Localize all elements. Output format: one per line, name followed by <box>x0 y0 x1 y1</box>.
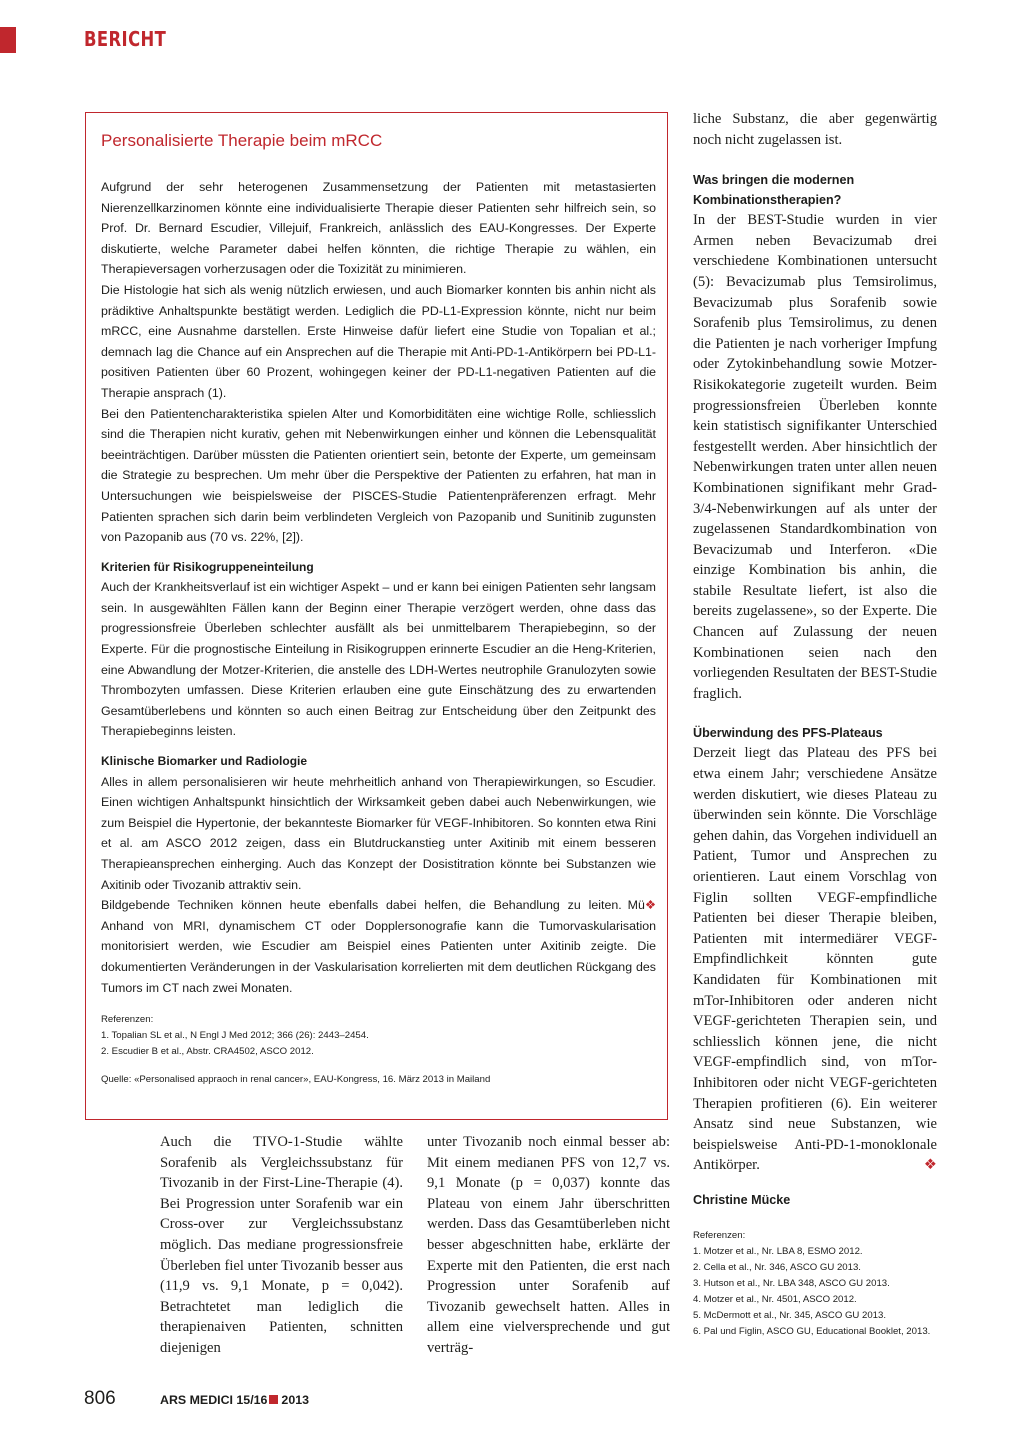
refs-label: Referenzen: <box>693 1230 746 1241</box>
body-text: Auch die TIVO-1-Studie wählte Sorafenib als Vergleichssubstanz für Tivozanib in der First-Line-Therapie (4). Bei Progression unter Sorafenib war ein Cross-over zur Vergleichssubstanz möglich. Das mediane progressionsfreie Überleben fiel unter Tivozanib besser aus (11,9 vs. 9,1 Monate, p = 0,042). Betrachtetet man lediglich die therapienaiven Patienten, schnitten diejenigen <box>160 1134 403 1356</box>
body-text: Derzeit liegt das Plateau des PFS bei etwa einem Jahr; verschiedene Ansätze werden diskutiert, wie dieses Plateau zu überwinden sein könnte. Die Vorschläge gehen dahin, das Vorgehen individuell an Patient, Tumor und Ansprechen zu orientieren. Laut einem Vorschlag von Figlin sollten VEGF-empfindliche Patienten bei dieser Therapie bleiben, Patienten mit intermediärer VEGF-Empfindlichkeit könnten gute Kandidaten für Kombinationen mit mTor-Inhibitoren oder anderen nicht VEGF-gerichteten Therapien sein, und schliesslich können jene, die nicht VEGF-empfindlich sind, von mTor-Inhibitoren oder nicht VEGF-gerichteten Therapien profitieren (6). Ein weiterer Ansatz sind neue Substanzen, wie beispielsweise Anti-PD-1-monoklonale Antikörper. ❖ <box>693 743 937 1175</box>
section-heading: Was bringen die modernen Kombinationstherapien? <box>693 173 855 208</box>
journal-footer: ARS MEDICI 15/16 2013 <box>160 1393 309 1407</box>
reference-item: 2. Escudier B et al., Abstr. CRA4502, ASCO 2012. <box>101 1046 314 1057</box>
box-paragraph: Die Histologie hat sich als wenig nützlich erwiesen, und auch Biomarker konnten bis anhin nicht als prädiktive Anhaltspunkte bestätigt werden. Lediglich die PD-L1-Expression könnte, nicht nur beim mRCC, eine Ausnahme darstellen. Erste Hinweise dafür liefert eine Studie von Topalian et al.; demnach lag die Chance auf ein Ansprechen auf die Therapie mit Anti-PD-1-Antikörpern bei PD-L1-positiven Patienten über 60 Prozent, wohingegen keiner der PD-L1-negativen Patienten auf die Therapie ansprach (1). <box>101 282 656 400</box>
box-paragraph: Alles in allem personalisieren wir heute mehrheitlich anhand von Therapiewirkungen, so Escudier. Einen wichtigen Anhaltspunkt hinsichtlich der Wirksamkeit geben dabei auch Nebenwirkungen, wie zum Beispiel die Hypertonie, der bekannteste Biomarker für VEGF-Inhibitoren. So konnten etwa Rini et al. am ASCO 2012 zeigen, dass ein Blutdruckanstieg unter Axitinib mit einem besseren Therapieansprechen einherging. Auch das Konzept der Dosistitration könnte bei Substanzen wie Axitinib oder Tivozanib attraktiv sein. <box>101 774 656 892</box>
page-number: 806 <box>84 1388 116 1409</box>
box-references <box>101 1012 656 1088</box>
body-text: unter Tivozanib noch einmal besser ab: Mit einem medianen PFS von 12,7 vs. 9,1 Monate (p = 0,037) konnte das Plateau von einem Jahr überschritten werden. Dass das Gesamtüberleben nicht besser abgeschnitten habe, erklärte der Experte mit den Patienten, die erst nach Progression unter Sorafenib auf Tivozanib gewechselt hatten. Alles in allem eine vielversprechende und gut verträg- <box>427 1134 670 1356</box>
reference-item: 5. McDermott et al., Nr. 345, ASCO GU 2013. <box>693 1310 887 1321</box>
body-column-2 <box>427 1132 670 1359</box>
square-separator-icon <box>269 1395 278 1404</box>
section-heading: Überwindung des PFS-Plateaus <box>693 726 883 741</box>
body-column-3 <box>693 109 937 1211</box>
reference-item: 1. Topalian SL et al., N Engl J Med 2012; 366 (26): 2443–2454. <box>101 1030 369 1041</box>
refs-label: Referenzen: <box>101 1014 154 1025</box>
reference-item: 4. Motzer et al., Nr. 4501, ASCO 2012. <box>693 1294 857 1305</box>
box-subheading: Klinische Biomarker und Radiologie <box>101 754 308 769</box>
box-paragraph-last: Mü❖ Bildgebende Techniken können heute ebenfalls dabei helfen, die Behandlung zu leiten. Anhand von MRI, dynamischem CT oder Dopplersonografie kann die Tumorvaskularisation monitorisiert werden, wie Escudier am Beispiel eines Patienten unter Axitinib zeigte. Die dokumentierten Veränderungen in der Vaskularisation korrelierten mit dem deutlichen Rückgang des Tumors im CT nach zwei Monaten. <box>101 895 656 998</box>
reference-item: 2. Cella et al., Nr. 346, ASCO GU 2013. <box>693 1262 861 1273</box>
author-sign: Mü❖ <box>627 898 656 913</box>
section-marker <box>0 27 16 53</box>
box-paragraph: Aufgrund der sehr heterogenen Zusammensetzung der Patienten mit metastasierten Nierenzellkarzinomen könnte eine individualisierte Therapie dieser Patienten sehr hilfreich sein, so Prof. Dr. Bernard Escudier, Villejuif, Frankreich, anlässlich des EAU-Kongresses. Der Experte diskutierte, welche Parameter dabei helfen könnten, die richtige Therapie zu wählen, ein Therapieversagen vorherzusagen oder die Toxizität zu minimieren. <box>101 180 656 277</box>
box-subheading: Kriterien für Risikogruppeneinteilung <box>101 559 314 574</box>
box-title: Personalisierte Therapie beim mRCC <box>101 131 383 150</box>
section-title: BERICHT <box>84 27 167 51</box>
author-name: Christine Mücke <box>693 1192 791 1207</box>
body-column-1 <box>160 1132 403 1359</box>
reference-item: 6. Pal und Figlin, ASCO GU, Educational Booklet, 2013. <box>693 1326 931 1337</box>
source-line: Quelle: «Personalised appraoch in renal cancer», EAU-Kongress, 16. März 2013 in Mailand <box>101 1074 491 1085</box>
article-references <box>693 1228 943 1340</box>
end-ornament-icon: ❖ <box>923 1157 937 1174</box>
box-body <box>101 177 656 998</box>
reference-item: 3. Hutson et al., Nr. LBA 348, ASCO GU 2013. <box>693 1278 890 1289</box>
body-text: In der BEST-Studie wurden in vier Armen neben Bevacizumab drei verschiedene Kombinationen untersucht (5): Bevacizumab plus Temsirolimus, Bevacizumab plus Sorafenib sowie Sorafenib plus Temsirolimus, zu denen die Patienten je nach vorheriger Impfung oder Zytokinbehandlung sowie Motzer-Risikokategorie zugeteilt wurden. Beim progressionsfreien Überleben konnte kein statistisch signifikanter Unterschied festgestellt werden. Aber hinsichtlich der Nebenwirkungen traten unter allen neuen Kombinationen signifikant mehr Grad-3/4-Nebenwirkungen auf als unter der zugelassenen Standardkombination von Bevacizumab und Interferon. «Die einzige Kombination bis anhin, die stabile Resultate liefert, ist also die bereits zugelassene», so der Experte. Die Chancen auf Zulassung der neuen Kombinationen seien nach den vorliegenden Resultaten der BEST-Studie fraglich. <box>693 212 937 702</box>
box-paragraph: Auch der Krankheitsverlauf ist ein wichtiger Aspekt – und er kann bei einigen Patienten sehr langsam sein. In ausgewählten Fällen kann der Beginn einer Therapie verzögert werden, ohne dass das progressionsfreie Überleben schlechter ausfällt als bei unmittelbarem Therapiebeginn, so der Experte. Für die prognostische Einteilung in Risikogruppen erinnerte Escudier an die Heng-Kriterien, eine Abwandlung der Motzer-Kriterien, die anstelle des LDH-Wertes neutrophile Granulozyten sowie Thrombozyten umfassen. Diese Kriterien erlauben eine gute Einschätzung des zu erwartenden Gesamtüberlebens und könnten so auch einen Beitrag zur Entscheidung über den Zeitpunkt des Therapiebeginns leisten. <box>101 580 656 739</box>
end-ornament-icon: ❖ <box>644 898 656 913</box>
body-text: liche Substanz, die aber gegenwärtig noch nicht zugelassen ist. <box>693 111 937 148</box>
reference-item: 1. Motzer et al., Nr. LBA 8, ESMO 2012. <box>693 1246 863 1257</box>
box-paragraph: Bei den Patientencharakteristika spielen Alter und Komorbiditäten eine wichtige Rolle, schliesslich sind die Therapien nicht kurativ, gehen mit Nebenwirkungen einher und können die Lebensqualität beeinträchtigen. Darüber müssten die Patienten orientiert sein, betonte der Experte, um gemeinsam die Strategie zu besprechen. Um mehr über die Perspektive der Patienten zu erfahren, hat man in Untersuchungen wie beispielsweise der PISCES-Studie Patientenpräferenzen erfragt. Mehr Patienten sprachen sich darin beim verblindeten Vergleich von Pazopanib und Sunitinib zugunsten von Pazopanib aus (70 vs. 22%, [2]). <box>101 406 656 545</box>
